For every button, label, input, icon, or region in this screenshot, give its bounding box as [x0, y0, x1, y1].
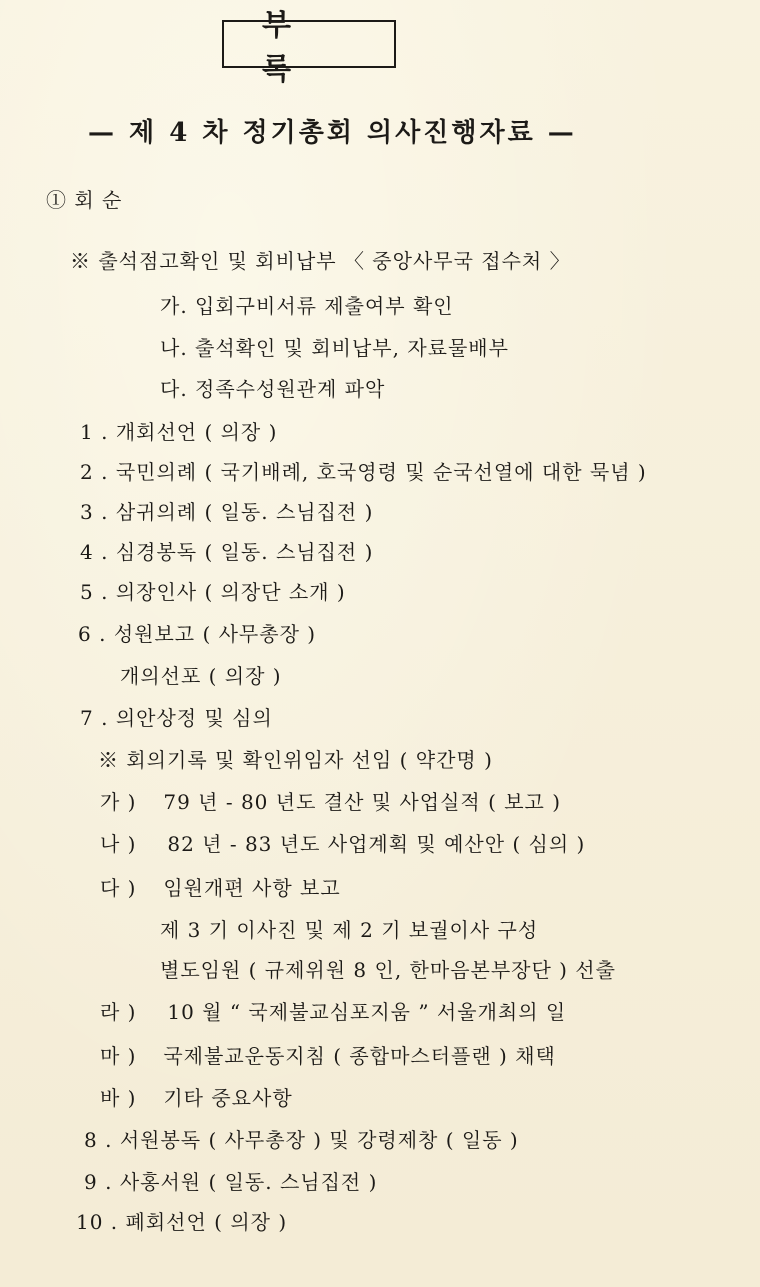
agenda-text: 79 년 - 80 년도 결산 및 사업실적 ( 보고 ) [163, 790, 562, 814]
appendix-heading: 부 록 [222, 20, 396, 68]
agenda-detail: 별도임원 ( 규제위원 8 인, 한마음본부장단 ) 선출 [160, 958, 616, 982]
agenda-detail: 제 3 기 이사진 및 제 2 기 보궐이사 구성 [160, 918, 539, 942]
agenda-letter: 마 ) [100, 1044, 137, 1068]
item-number: 1 . [80, 420, 109, 444]
list-item [80, 456, 647, 485]
agenda-text: 82 년 - 83 년도 사업계획 및 예산안 ( 심의 ) [167, 832, 586, 856]
list-item [84, 1124, 519, 1153]
item-text: 의장인사 ( 의장단 소개 ) [115, 580, 346, 604]
list-item [80, 536, 373, 565]
agenda-letter: 라 ) [100, 1000, 137, 1024]
list-item [80, 496, 373, 525]
list-item [120, 660, 282, 689]
item-text: 성원보고 ( 사무총장 ) [113, 622, 317, 646]
item-number: 9 . [84, 1170, 113, 1194]
item-text: 의안상정 및 심의 [115, 706, 273, 730]
agenda-letter: 가 ) [100, 790, 137, 814]
agenda-item [100, 872, 341, 901]
agenda-text: 국제불교운동지침 ( 종합마스터플랜 ) 채택 [163, 1044, 556, 1068]
section-heading: ① 회 순 [46, 188, 123, 212]
agenda-letter: 다 ) [100, 876, 137, 900]
item-number: 5 . [80, 580, 109, 604]
item-text: 개의선포 ( 의장 ) [120, 664, 282, 688]
list-item [84, 1166, 377, 1195]
list-item [80, 576, 346, 605]
agenda-note: ※ 회의기록 및 확인위임자 선임 ( 약간명 ) [98, 748, 493, 772]
sub-item: 나. 출석확인 및 회비납부, 자료물배부 [160, 336, 509, 360]
item-text: 삼귀의례 ( 일동. 스님집전 ) [115, 500, 374, 524]
agenda-item [100, 996, 566, 1025]
list-item [78, 618, 316, 647]
list-item [80, 416, 277, 445]
item-number: 10 . [76, 1210, 119, 1234]
item-text: 서원봉독 ( 사무총장 ) 및 강령제창 ( 일동 ) [119, 1128, 519, 1152]
item-text: 심경봉독 ( 일동. 스님집전 ) [115, 540, 374, 564]
item-text: 개회선언 ( 의장 ) [115, 420, 278, 444]
document-title: — 제 4 차 정기총회 의사진행자료 — [88, 118, 577, 148]
agenda-item [100, 1040, 556, 1069]
agenda-letter: 나 ) [100, 832, 137, 856]
agenda-item [100, 828, 585, 857]
sub-item: 가. 입회구비서류 제출여부 확인 [160, 294, 454, 318]
item-text: 사홍서원 ( 일동. 스님집전 ) [119, 1170, 378, 1194]
agenda-item [100, 1082, 293, 1111]
sub-item: 다. 정족수성원관계 파악 [160, 377, 386, 401]
item-number: 4 . [80, 540, 109, 564]
item-text: 국민의례 ( 국기배례, 호국영령 및 순국선열에 대한 묵념 ) [115, 460, 647, 484]
item-number: 7 . [80, 706, 109, 730]
item-number: 6 . [78, 622, 107, 646]
item-number: 2 . [80, 460, 109, 484]
agenda-text: 기타 중요사항 [163, 1086, 293, 1110]
agenda-letter: 바 ) [100, 1086, 137, 1110]
agenda-item [100, 786, 561, 815]
item-text: 폐회선언 ( 의장 ) [125, 1210, 288, 1234]
list-item [76, 1206, 287, 1235]
item-number: 3 . [80, 500, 109, 524]
agenda-text: 임원개편 사항 보고 [163, 876, 341, 900]
item-number: 8 . [84, 1128, 113, 1152]
agenda-text: 10 월 “ 국제불교심포지움 ” 서울개최의 일 [167, 1000, 567, 1024]
list-item [80, 702, 273, 731]
notice-line: ※ 출석점고확인 및 회비납부 〈 중앙사무국 접수처 〉 [70, 249, 571, 273]
